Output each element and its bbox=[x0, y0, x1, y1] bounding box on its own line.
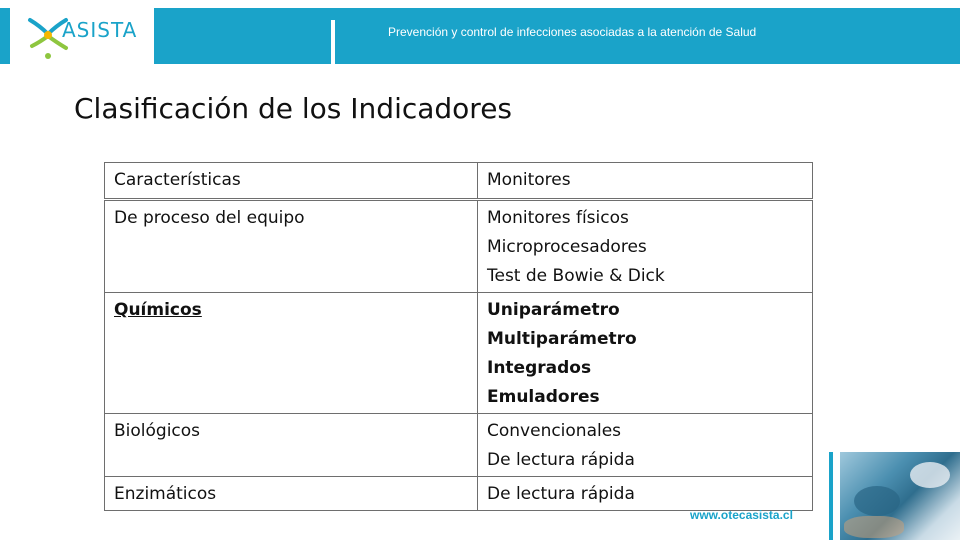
header-divider bbox=[331, 20, 335, 64]
monitor-item: Integrados bbox=[487, 358, 592, 378]
monitor-item: Microprocesadores bbox=[487, 237, 647, 257]
category-cell: De proceso del equipo bbox=[105, 200, 478, 293]
header-accent-strip bbox=[0, 8, 10, 64]
monitors-cell bbox=[478, 200, 813, 293]
page-title: Clasificación de los Indicadores bbox=[74, 92, 513, 125]
logo-text: ASISTA bbox=[62, 18, 138, 42]
category-cell bbox=[105, 293, 478, 414]
indicators-table bbox=[104, 162, 813, 511]
monitor-item: Monitores físicos bbox=[487, 208, 629, 228]
category-cell: Biológicos bbox=[105, 414, 478, 477]
category-label: Químicos bbox=[114, 300, 202, 320]
monitors-cell bbox=[478, 477, 813, 511]
table-row bbox=[105, 293, 813, 414]
monitor-item: Test de Bowie & Dick bbox=[487, 266, 665, 286]
monitors-cell bbox=[478, 293, 813, 414]
header-cell-characteristics: Características bbox=[105, 163, 478, 200]
monitor-item: Convencionales bbox=[487, 421, 622, 441]
medical-staff-photo bbox=[840, 452, 960, 540]
monitor-item: Emuladores bbox=[487, 387, 600, 407]
header bbox=[0, 0, 960, 70]
monitor-item: Uniparámetro bbox=[487, 300, 620, 320]
footer-accent-bar bbox=[829, 452, 833, 540]
monitor-item: Multiparámetro bbox=[487, 329, 637, 349]
table-header-row bbox=[105, 163, 813, 200]
table-row bbox=[105, 414, 813, 477]
monitor-item: De lectura rápida bbox=[487, 484, 635, 504]
monitor-item: De lectura rápida bbox=[487, 450, 635, 470]
monitors-cell bbox=[478, 414, 813, 477]
header-cell-monitors: Monitores bbox=[478, 163, 813, 200]
website-url: www.otecasista.cl bbox=[690, 508, 793, 522]
table-row bbox=[105, 477, 813, 511]
logo bbox=[10, 8, 152, 64]
header-subtitle: Prevención y control de infecciones asociadas a la atención de Salud bbox=[388, 25, 757, 39]
category-cell: Enzimáticos bbox=[105, 477, 478, 511]
table-row bbox=[105, 200, 813, 293]
